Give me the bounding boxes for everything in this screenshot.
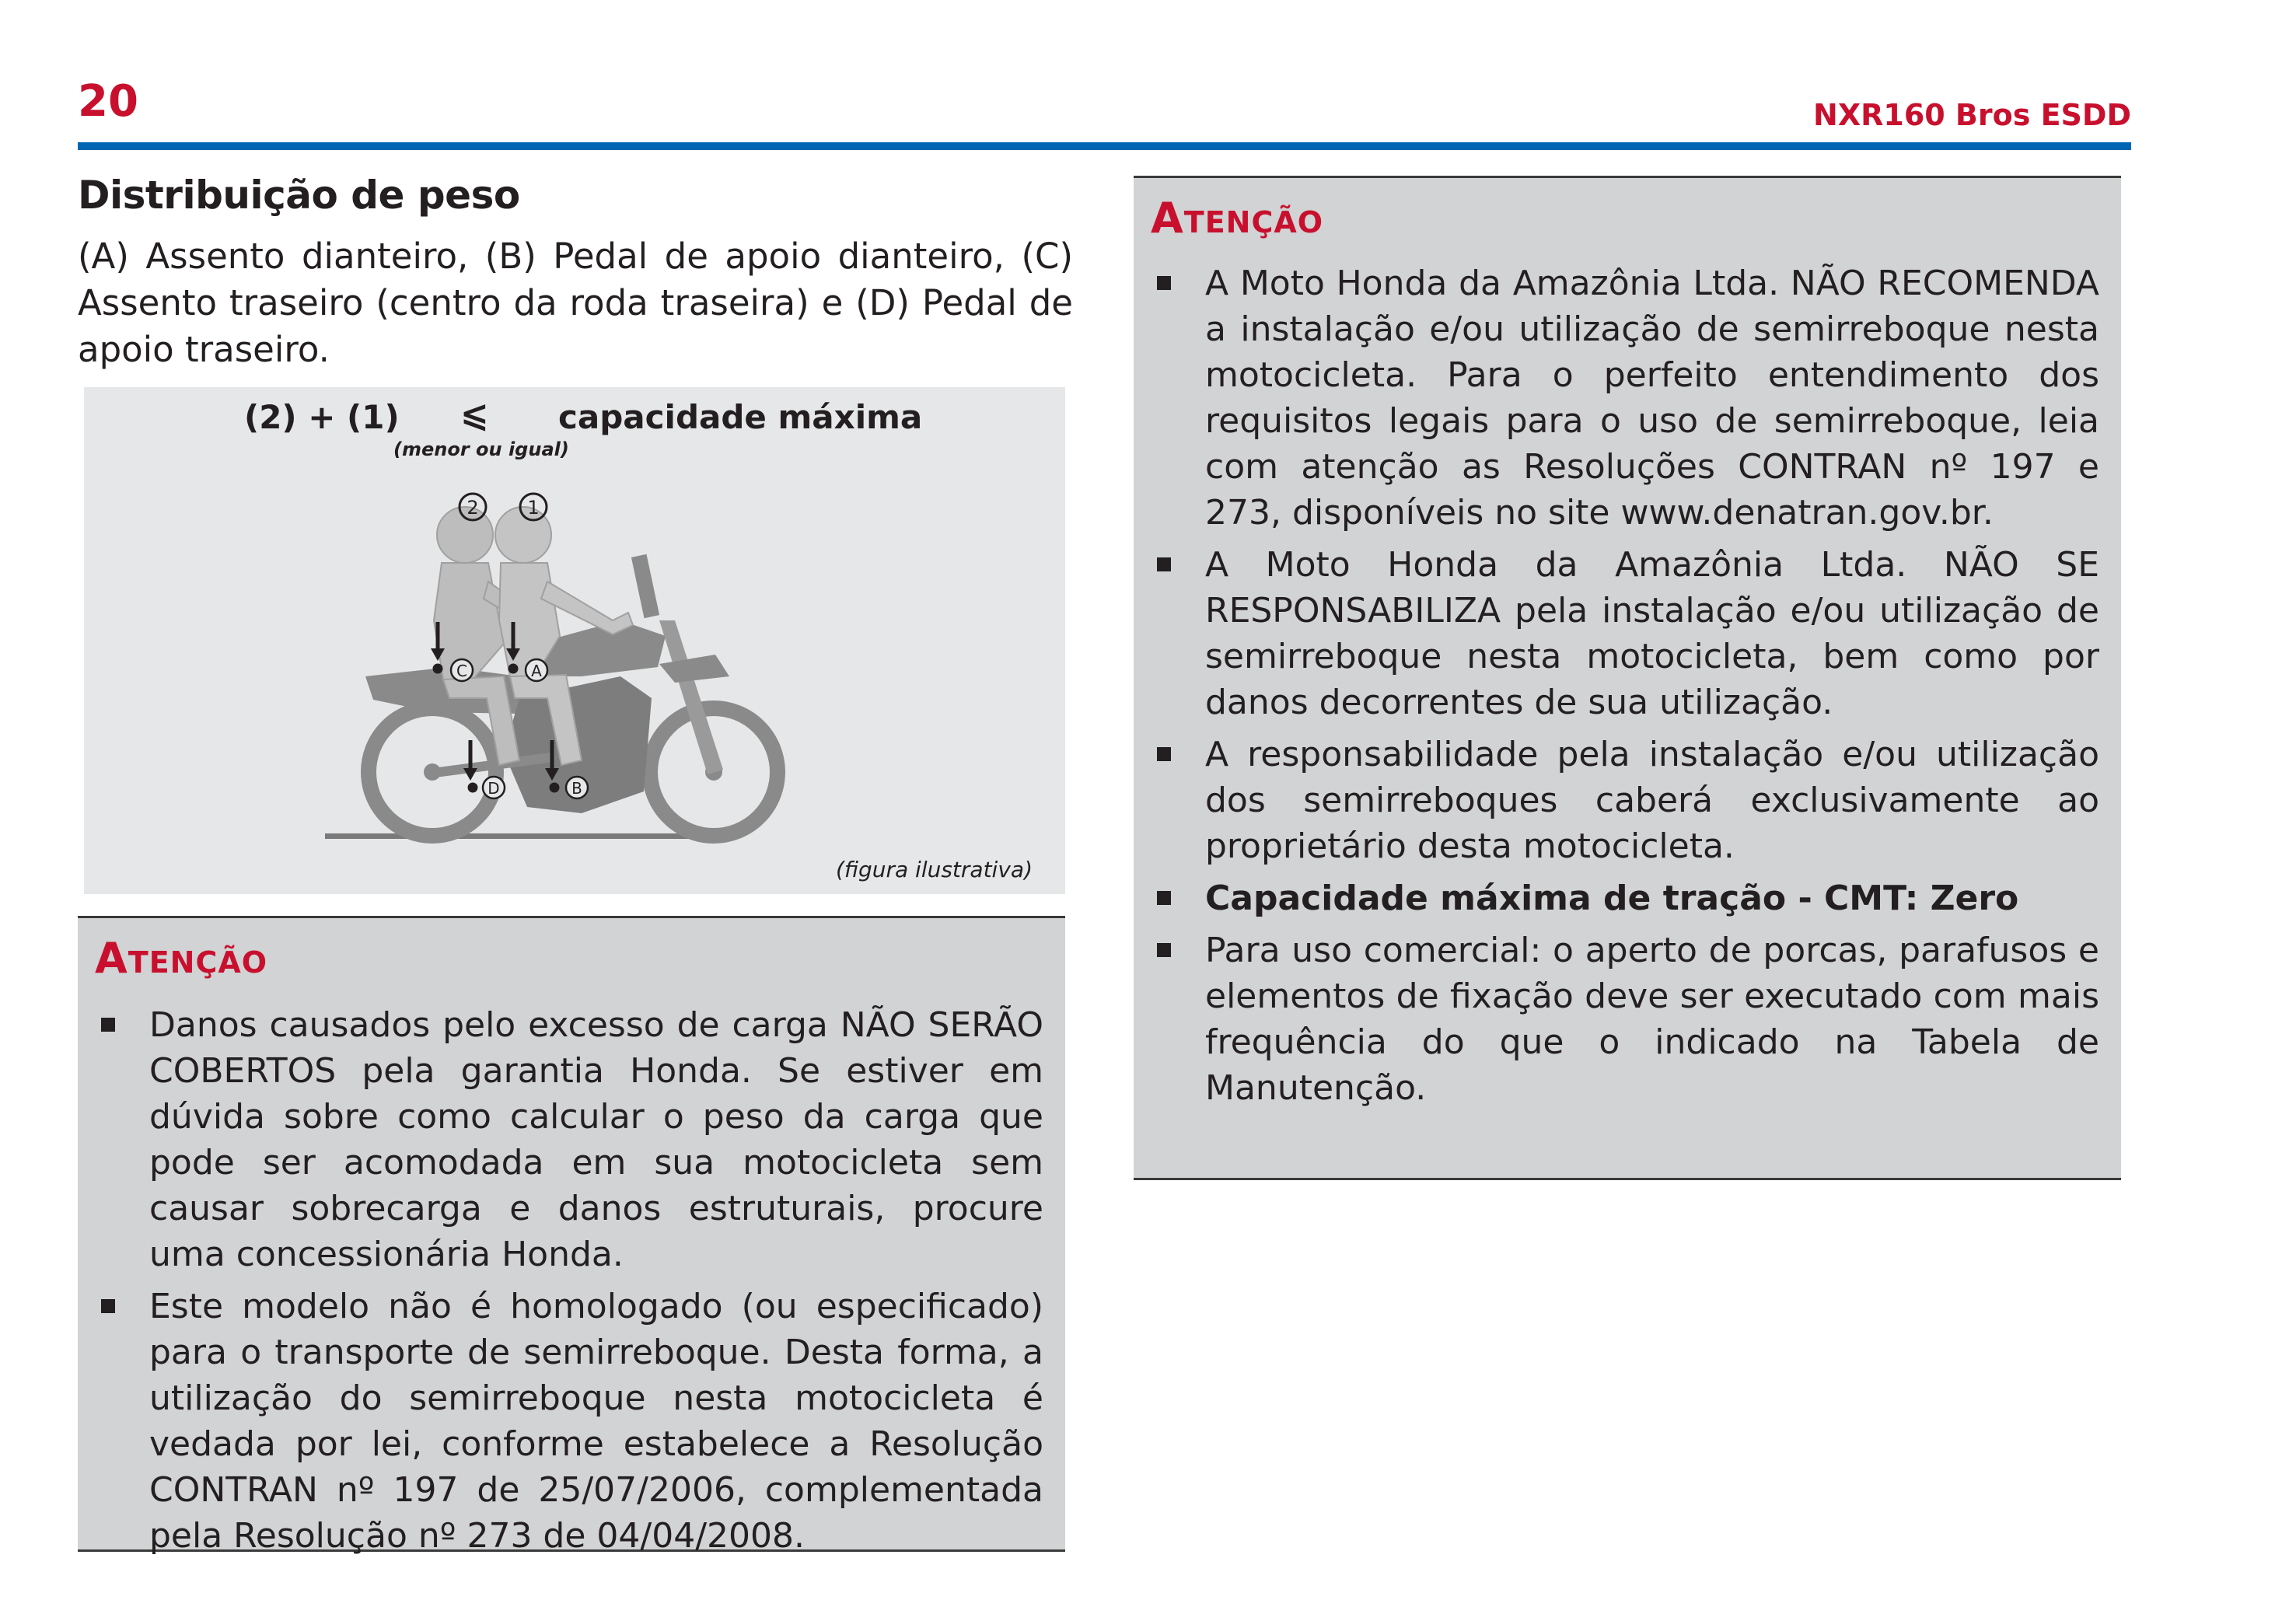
less-or-equal-symbol: ⩽ [460,395,489,435]
warning-item: Danos causados pelo excesso de carga NÃO SERÃO COBERTOS pela garantia Honda. Se estiver em dúvida sobre como calcular o peso da carga que pode ser acomodada em sua motocicleta sem causar sobrecarga e danos estruturais, procure uma concessionária Honda. [95,1002,1043,1277]
section-title: Distribuição de peso [78,173,520,218]
warning-item: A responsabilidade pela instalação e/ou utilização dos semirreboques caberá exclusivamente ao proprietário desta motocicleta. [1151,732,2099,869]
warning-item-cmt: Capacidade máxima de tração - CMT: Zero [1151,875,2099,921]
formula-right: capacidade máxima [558,398,923,436]
warning-item: A Moto Honda da Amazônia Ltda. NÃO SE RESPONSABILIZA pela instalação e/ou utilização de semirreboque nesta motocicleta, bem como por danos decorrentes de sua utilização. [1151,542,2099,725]
windscreen [631,554,659,618]
formula-left: (2) + (1) [244,398,400,436]
label-c-badge [451,659,473,681]
warning-title: Atenção [95,934,268,983]
label-d-badge [483,777,505,798]
intro-paragraph: (A) Assento dianteiro, (B) Pedal de apoio dianteiro, (C) Assento traseiro (centro da roda traseira) e (D) Pedal de apoio traseiro. [78,236,1073,370]
warning-box-left [78,916,1065,1556]
warning-item: Para uso comercial: o aperto de porcas, parafusos e elementos de fixação deve ser executado com mais frequência do que o indicado na Tabela de Manutenção. [1151,928,2099,1111]
motorcycle-illustration [84,387,1065,894]
warning-box-right [1134,176,2121,1180]
bullet-icon [1157,557,1171,571]
bullet-icon [101,1018,115,1032]
label-c: C [456,662,467,680]
warning-title: Atenção [1151,194,1324,243]
warning-item: A Moto Honda da Amazônia Ltda. NÃO RECOMENDA a instalação e/ou utilização de semirreboque nesta motocicleta. Para o perfeito entendimento dos requisitos legais para o uso de semirreboque, leia com atenção as Resoluções CONTRAN nº 197 e 273, disponíveis no site www.denatran.gov.br. [1151,260,2099,536]
header-rule [78,142,2131,150]
label-d: D [488,779,500,798]
weight-distribution-figure [84,387,1065,894]
bullet-icon [1157,943,1171,957]
warning-item: Este modelo não é homologado (ou especificado) para o transporte de semirreboque. Desta forma, a utilização do semirreboque nesta motocicleta é vedada por lei, conforme estabelece a Resolução CONTRAN nº 197 de 25/07/2006, complementada pela Resolução nº 273 de 04/04/2008. [95,1284,1043,1559]
bullet-icon [1157,747,1171,761]
warning-list [95,1002,1043,1565]
figure-caption: (figura ilustrativa) [835,857,1033,882]
ground-line [325,833,729,839]
label-b: B [571,779,582,798]
label-a: A [531,662,542,680]
rider-2-label: 2 [467,497,479,519]
model-name: NXR160 Bros ESDD [1813,98,2131,132]
bullet-icon [101,1299,115,1313]
page-number: 20 [78,76,138,127]
warning-list [1151,260,2099,1117]
formula-subscript: (menor ou igual) [393,438,569,460]
bullet-icon [1157,276,1171,290]
rider-1-label: 1 [527,497,540,519]
label-b-badge [566,777,588,798]
bullet-icon [1157,891,1171,905]
label-a-badge [526,659,547,681]
front-fork [659,620,723,774]
front-fender [659,655,729,683]
